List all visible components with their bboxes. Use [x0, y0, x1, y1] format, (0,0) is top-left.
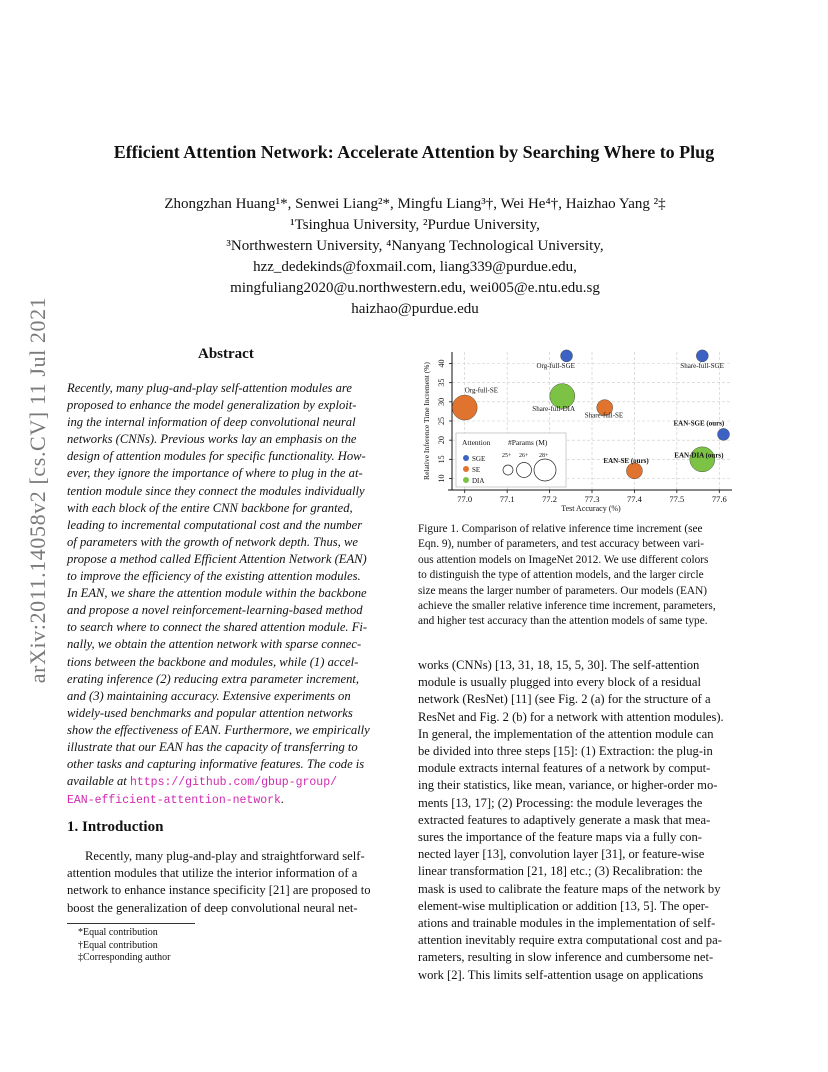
abstract-line: In EAN, we share the attention module within the backbone	[67, 586, 367, 601]
data-point-sge	[696, 350, 708, 362]
legend-se-label: SE	[472, 466, 481, 474]
legend-dia-label: DIA	[472, 477, 485, 485]
y-tick-label: 20	[437, 436, 446, 445]
abstract-line: other tasks and capturing informative features. The code is	[67, 757, 365, 772]
body-line: module extracts internal features of a network by comput-	[418, 761, 711, 776]
abstract-heading: Abstract	[198, 346, 254, 362]
y-axis-label: Relative Inference Time Increment (%)	[422, 362, 431, 480]
body-line: rameters, resulting in slow inference and cumbersome net-	[418, 950, 714, 965]
right-column-body	[418, 657, 740, 984]
paper-title: Efficient Attention Network: Accelerate Attention by Searching Where to Plug	[113, 142, 715, 162]
email-line-1: hzz_dedekinds@foxmail.com, liang339@purdue.edu,	[253, 259, 577, 275]
abstract-line: to improve the efficiency of the existing attention modules.	[67, 569, 361, 584]
footnote-corresponding: ‡Corresponding author	[78, 952, 171, 964]
x-tick-label: 77.2	[542, 494, 558, 504]
figure-1-chart	[418, 348, 740, 518]
intro-line: attention modules that utilize the interior information of a	[67, 866, 358, 881]
legend-params-level-2: 26+	[519, 453, 529, 459]
legend-sge-label: SGE	[472, 455, 486, 463]
abstract-line: ing the internal information of deep convolutional neural	[67, 415, 356, 430]
figure-1-caption	[418, 522, 740, 630]
y-tick-label: 15	[437, 455, 446, 464]
x-tick-label: 77.5	[669, 494, 685, 504]
x-tick-label: 77.3	[584, 494, 600, 504]
body-line: module is usually plugged into every block of a residual	[418, 675, 701, 690]
footnotes	[78, 927, 171, 965]
y-tick-label: 30	[437, 397, 446, 406]
body-line: linear transformation [21, 18] etc.; (3) Recalibration: the	[418, 864, 703, 879]
author-block	[100, 194, 730, 320]
legend-sge-swatch	[463, 455, 469, 461]
legend-se-swatch	[463, 466, 469, 472]
abstract-body	[67, 380, 389, 809]
abstract-line: erating inference (2) reducing extra parameter increment,	[67, 671, 360, 686]
abstract-end-period: .	[280, 792, 285, 807]
data-point-label: EAN-SGE (ours)	[673, 419, 725, 428]
abstract-line: with each block of the entire CNN backbone for granted,	[67, 500, 353, 515]
abstract-line: and (3) maintaining accuracy. Extensive experiments on	[67, 688, 351, 703]
abstract-line: show the effectiveness of EAN. Furthermore, we empirically	[67, 722, 370, 737]
abstract-line: nally, we obtain the attention network with sparse connec-	[67, 637, 362, 652]
arxiv-identifier: arXiv:2011.14058v2 [cs.CV] 11 Jul 2021	[25, 296, 50, 684]
body-line: work [2]. This limits self-attention usage on applications	[418, 967, 704, 982]
abstract-line: to search where to connect the shared attention module. Fi-	[67, 620, 368, 635]
x-tick-label: 77.0	[457, 494, 473, 504]
data-point-sge	[718, 428, 730, 440]
code-url-link[interactable]: https://github.com/gbup-group/	[129, 776, 338, 790]
intro-line: network to enhance instance specificity [21] are proposed to	[67, 883, 371, 898]
legend-params-level-3: 28+	[539, 453, 549, 459]
x-tick-label: 77.4	[626, 494, 642, 504]
body-line: ments [13, 17]; (2) Processing: the module leverages the	[418, 795, 703, 810]
data-point-label: Org-full-SGE	[536, 361, 575, 370]
legend-params-title: #Params (M)	[508, 438, 548, 447]
legend-params-level-1: 25+	[502, 453, 512, 459]
abstract-line: proposed to enhance the model generalization by exploit-	[67, 398, 357, 413]
body-line: ing their statistics, like mean, variance, or higher-order mo-	[418, 778, 718, 793]
body-line: sures the importance of the feature maps via a fully con-	[418, 830, 702, 845]
x-tick-label: 77.6	[711, 494, 727, 504]
caption-line: Eqn. 9), number of parameters, and test accuracy between vari-	[418, 538, 705, 551]
abstract-tail-text: available at	[67, 774, 127, 789]
introduction-body	[67, 848, 389, 917]
data-point-label: EAN-DIA (ours)	[674, 451, 724, 460]
intro-line: boost the generalization of deep convolutional neural net-	[67, 900, 358, 915]
abstract-line	[67, 791, 389, 809]
abstract-line: tention module since they connect the modules individually	[67, 483, 365, 498]
body-line: network (ResNet) [11] (see Fig. 2 (a) for the structure of a	[418, 692, 711, 707]
legend-dia-swatch	[463, 477, 469, 483]
x-tick-label: 77.1	[499, 494, 515, 504]
arxiv-side-label	[18, 296, 58, 684]
data-point-se	[626, 463, 642, 479]
footnote-equal-2: †Equal contribution	[78, 939, 158, 951]
body-line: be divided into three steps [15]: (1) Extraction: the plug-in	[418, 744, 713, 759]
abstract-line: and propose a novel reinforcement-learning-based method	[67, 603, 363, 618]
email-line-3: haizhao@purdue.edu	[351, 301, 479, 317]
footnote-equal-1: *Equal contribution	[78, 927, 158, 938]
body-line: ResNet and Fig. 2 (b) for a network with attention modules).	[418, 709, 724, 724]
author-names: Zhongzhan Huang¹*, Senwei Liang²*, Mingfu Liang³†, Wei He⁴†, Haizhao Yang ²‡	[164, 196, 666, 212]
abstract-line	[67, 773, 389, 791]
caption-line: and higher test accuracy than the attention models of same type.	[418, 615, 708, 628]
legend-attention-title: Attention	[462, 438, 491, 447]
abstract-line: of parameters with the growth of network depth. Thus, we	[67, 534, 358, 549]
abstract-line: tions between the backbone and modules, while (1) accel-	[67, 654, 359, 669]
body-line: In general, the implementation of the attention module can	[418, 726, 714, 741]
y-tick-label: 25	[437, 417, 446, 425]
introduction-heading: 1. Introduction	[67, 819, 164, 835]
caption-line: Figure 1. Comparison of relative inference time increment (see	[418, 523, 703, 535]
code-url-link-cont[interactable]: EAN-efficient-attention-network	[67, 794, 281, 808]
abstract-line: design of attention modules for specific functionality. How-	[67, 449, 366, 464]
affiliation-line-2: ³Northwestern University, ⁴Nanyang Technological University,	[226, 238, 604, 254]
intro-line: Recently, many plug-and-play and straightforward self-	[85, 849, 365, 863]
y-tick-label: 40	[437, 359, 446, 368]
data-point-sge	[561, 350, 573, 362]
abstract-line: illustrate that our EAN has the capacity of transferring to	[67, 739, 358, 754]
body-line: element-wise multiplication or addition [13, 5]. The oper-	[418, 898, 709, 913]
abstract-line: leading to incremental computational cost and the number	[67, 517, 363, 532]
footnote-rule	[67, 923, 195, 924]
body-line: nected layer [13], convolution layer [31], or feature-wise	[418, 847, 705, 862]
caption-line: achieve the smaller relative inference time increment, parameters,	[418, 600, 716, 613]
x-axis-label: Test Accuracy (%)	[561, 504, 621, 513]
body-line: ations and trainable modules in the implementation of self-	[418, 916, 716, 931]
caption-line: to distinguish the type of attention models, and the larger circle	[418, 569, 704, 582]
data-point-label: Share-full-SE	[584, 411, 624, 420]
body-line: works (CNNs) [13, 31, 18, 15, 5, 30]. The self-attention	[418, 658, 700, 672]
caption-line: ous attention models on ImageNet 2012. We use different colors	[418, 553, 709, 566]
data-point-label: Share-full-DIA	[532, 405, 576, 414]
data-point-se	[452, 395, 477, 420]
abstract-line: ever, they ignore the importance of where to plug in the at-	[67, 466, 363, 481]
affiliation-line-1: ¹Tsinghua University, ²Purdue University,	[290, 217, 540, 233]
data-point-label: Share-full-SGE	[680, 361, 724, 370]
body-line: mask is used to calibrate the feature maps of the network by	[418, 881, 721, 896]
body-line: extracted features to adaptively generate a mask that mea-	[418, 812, 711, 827]
data-point-label: EAN-SE (ours)	[603, 456, 649, 465]
email-line-2: mingfuliang2020@u.northwestern.edu, wei005@e.ntu.edu.sg	[230, 280, 600, 296]
abstract-line: networks (CNNs). Previous works lay an emphasis on the	[67, 432, 357, 447]
y-tick-label: 35	[437, 378, 446, 387]
y-tick-label: 10	[437, 474, 446, 483]
caption-line: size means the larger number of parameters. Our models (EAN)	[418, 584, 708, 597]
abstract-line: Recently, many plug-and-play self-attention modules are	[67, 381, 352, 395]
abstract-line: propose a method called Efficient Attention Network (EAN)	[67, 551, 367, 566]
data-point-label: Org-full-SE	[464, 386, 499, 395]
body-line: attention inevitably require extra computational cost and pa-	[418, 933, 722, 948]
abstract-line: widely-used benchmarks and popular attention networks	[67, 705, 353, 720]
